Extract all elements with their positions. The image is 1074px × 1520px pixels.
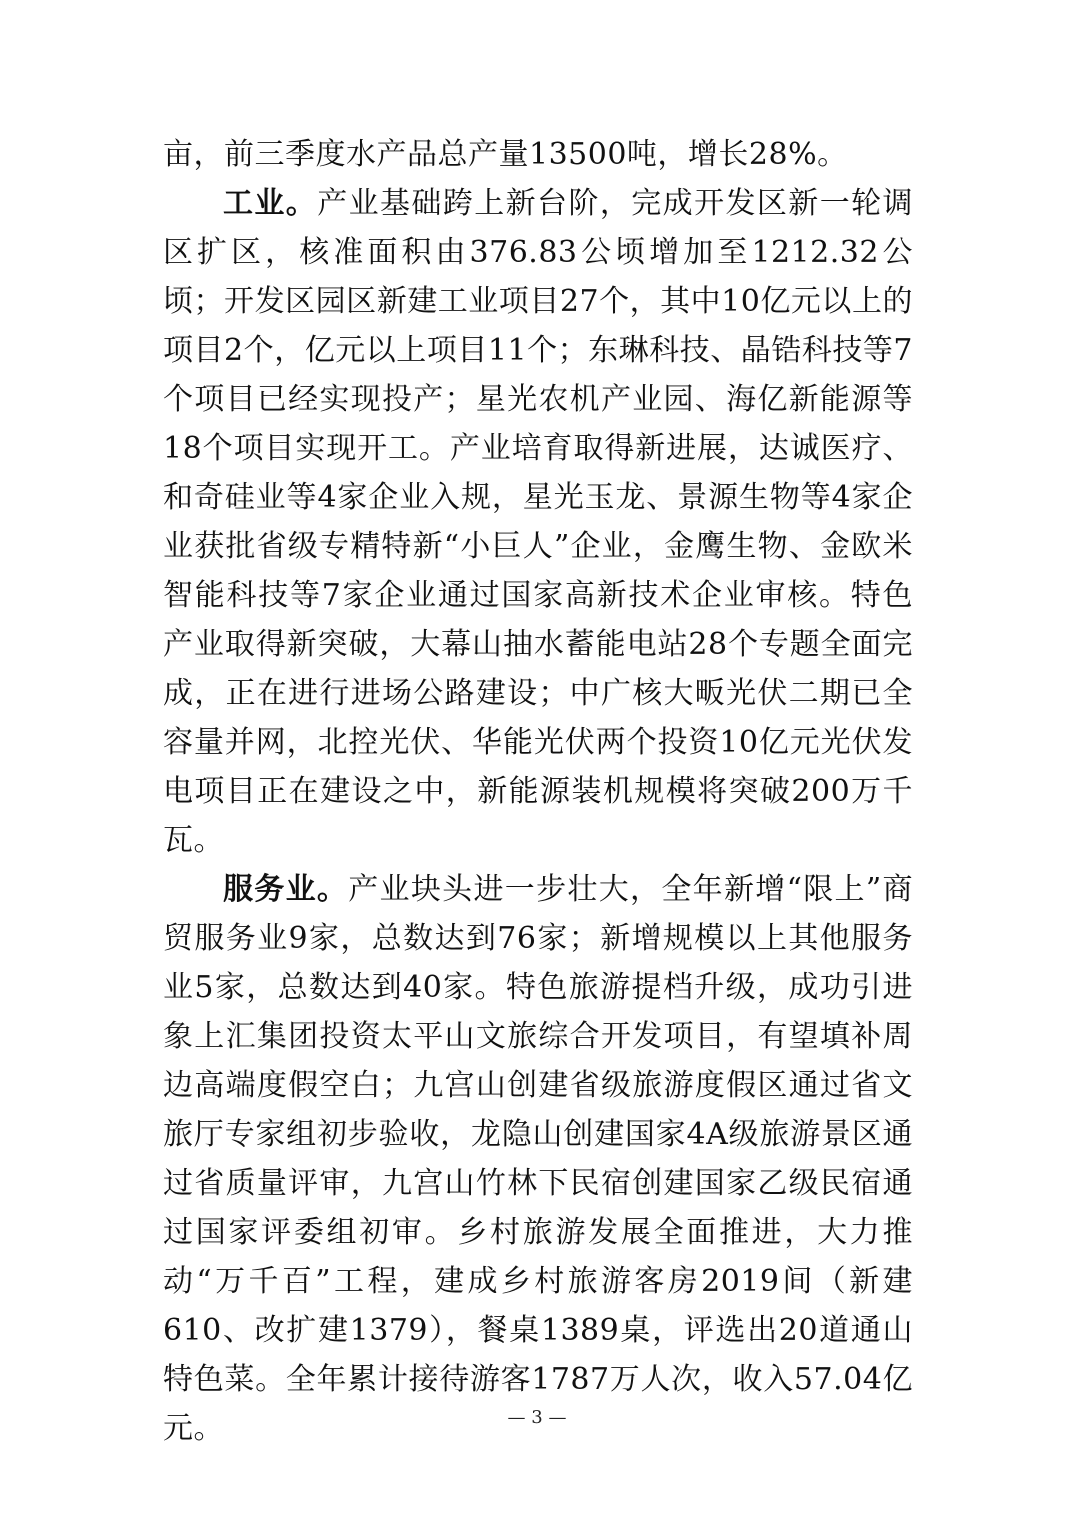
body-text — [163, 130, 913, 1453]
paragraph-heading: 工业。 — [223, 186, 318, 221]
paragraph-text: 亩，前三季度水产品总产量13500吨，增长28%。 — [163, 137, 848, 172]
paragraph-text: 产业基础跨上新台阶，完成开发区新一轮调区扩区，核准面积由376.83公顷增加至1212.32公顷；开发区园区新建工业项目27个，其中10亿元以上的项目2个，亿元以上项目11个；东琳科技、晶锆科技等7个项目已经实现投产；星光农机产业园、海亿新能源等18个项目实现开工。产业培育取得新进展，达诚医疗、和奇硅业等4家企业入规，星光玉龙、景源生物等4家企业获批省级专精特新“小巨人”企业，金鹰生物、金欧米智能科技等7家企业通过国家高新技术企业审核。特色产业取得新突破，大幕山抽水蓄能电站28个专题全面完成，正在进行进场公路建设；中广核大畈光伏二期已全容量并网，北控光伏、华能光伏两个投资10亿元光伏发电项目正在建设之中，新能源装机规模将突破200万千瓦。 — [163, 186, 914, 858]
paragraph-services — [163, 865, 913, 1453]
page-number: — 3 — — [507, 1407, 567, 1428]
paragraph-text: 产业块头进一步壮大，全年新增“限上”商贸服务业9家，总数达到76家；新增规模以上其他服务业5家，总数达到40家。特色旅游提档升级，成功引进象上汇集团投资太平山文旅综合开发项目，有望填补周边高端度假空白；九宫山创建省级旅游度假区通过省文旅厅专家组初步验收，龙隐山创建国家4A级旅游景区通过省质量评审，九宫山竹林下民宿创建国家乙级民宿通过国家评委组初审。乡村旅游发展全面推进，大力推动“万千百”工程，建成乡村旅游客房2019间（新建610、改扩建1379），餐桌1389桌，评选出20道通山特色菜。全年累计接待游客1787万人次，收入57.04亿元。 — [163, 872, 913, 1446]
paragraph-industry — [163, 179, 913, 865]
paragraph-continuation — [163, 130, 913, 179]
paragraph-heading: 服务业。 — [223, 872, 349, 907]
